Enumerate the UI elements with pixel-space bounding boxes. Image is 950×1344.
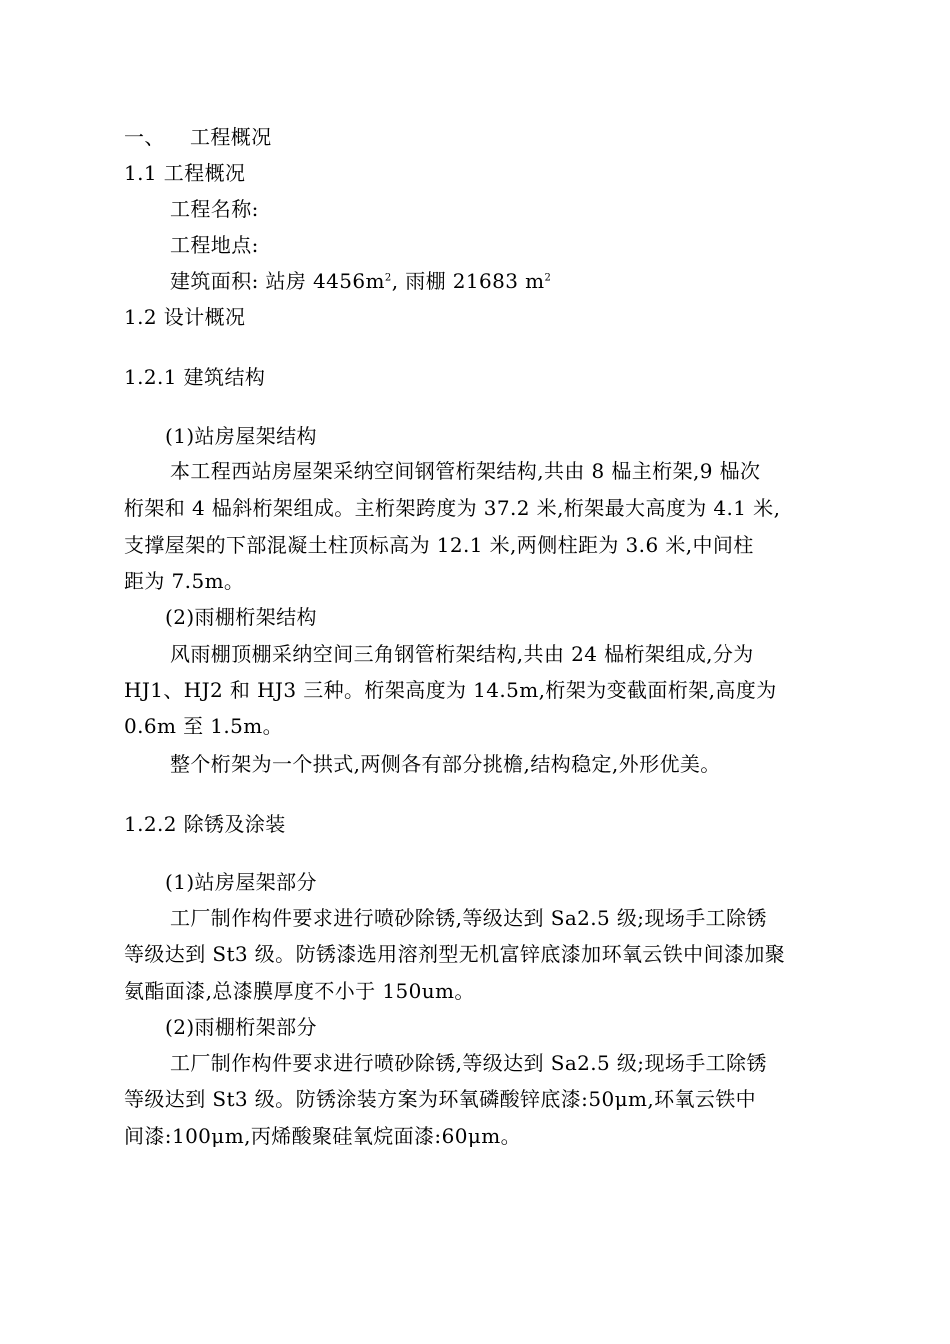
area-prefix: 建筑面积: 站房 4456m xyxy=(170,269,385,293)
project-location-label: 工程地点: xyxy=(170,233,259,257)
area-sup-2: 2 xyxy=(544,272,552,284)
paragraph-line: 等级达到 St3 级。防锈漆选用溶剂型无机富锌底漆加环氧云铁中间漆加聚 xyxy=(124,942,786,966)
heading-1-2: 1.2 设计概况 xyxy=(124,305,246,329)
section-1-number: 一、 xyxy=(124,125,165,149)
area-sup-1: 2 xyxy=(384,272,392,284)
subheading-canopy-truss: (2)雨棚桁架结构 xyxy=(165,605,317,629)
paragraph-line: 氨酯面漆,总漆膜厚度不小于 150um。 xyxy=(124,979,475,1003)
project-name-label: 工程名称: xyxy=(170,197,259,221)
area-mid: , 雨棚 21683 m xyxy=(391,269,545,293)
paragraph-line: 风雨棚顶棚采纳空间三角钢管桁架结构,共由 24 榀桁架组成,分为 xyxy=(170,642,754,666)
subheading-station-roof: (1)站房屋架结构 xyxy=(165,424,317,448)
subheading-station-roof-part: (1)站房屋架部分 xyxy=(165,870,317,894)
heading-1-2-2: 1.2.2 除锈及涂装 xyxy=(124,812,286,836)
subheading-canopy-part: (2)雨棚桁架部分 xyxy=(165,1015,317,1039)
building-area-line xyxy=(170,267,551,295)
heading-1-2-1: 1.2.1 建筑结构 xyxy=(124,365,266,389)
paragraph-line: 距为 7.5m。 xyxy=(124,569,245,593)
paragraph-line: 桁架和 4 榀斜桁架组成。主桁架跨度为 37.2 米,桁架最大高度为 4.1 米, xyxy=(124,496,781,520)
paragraph-line: 工厂制作构件要求进行喷砂除锈,等级达到 Sa2.5 级;现场手工除锈 xyxy=(170,1051,767,1075)
paragraph-line: 等级达到 St3 级。防锈涂装方案为环氧磷酸锌底漆:50μm,环氧云铁中 xyxy=(124,1087,757,1111)
paragraph-line: 整个桁架为一个拱式,两侧各有部分挑檐,结构稳定,外形优美。 xyxy=(170,752,721,776)
paragraph-line: HJ1、HJ2 和 HJ3 三种。桁架高度为 14.5m,桁架为变截面桁架,高度为 xyxy=(124,678,777,702)
section-1-title: 工程概况 xyxy=(190,125,272,149)
heading-1-1: 1.1 工程概况 xyxy=(124,161,246,185)
paragraph-line: 工厂制作构件要求进行喷砂除锈,等级达到 Sa2.5 级;现场手工除锈 xyxy=(170,906,767,930)
paragraph-line: 间漆:100μm,丙烯酸聚硅氧烷面漆:60μm。 xyxy=(124,1124,521,1148)
paragraph-line: 0.6m 至 1.5m。 xyxy=(124,714,284,738)
paragraph-line: 支撑屋架的下部混凝土柱顶标高为 12.1 米,两侧柱距为 3.6 米,中间柱 xyxy=(124,533,754,557)
section-1-heading xyxy=(124,123,272,151)
paragraph-line: 本工程西站房屋架采纳空间钢管桁架结构,共由 8 榀主桁架,9 榀次 xyxy=(170,459,761,483)
